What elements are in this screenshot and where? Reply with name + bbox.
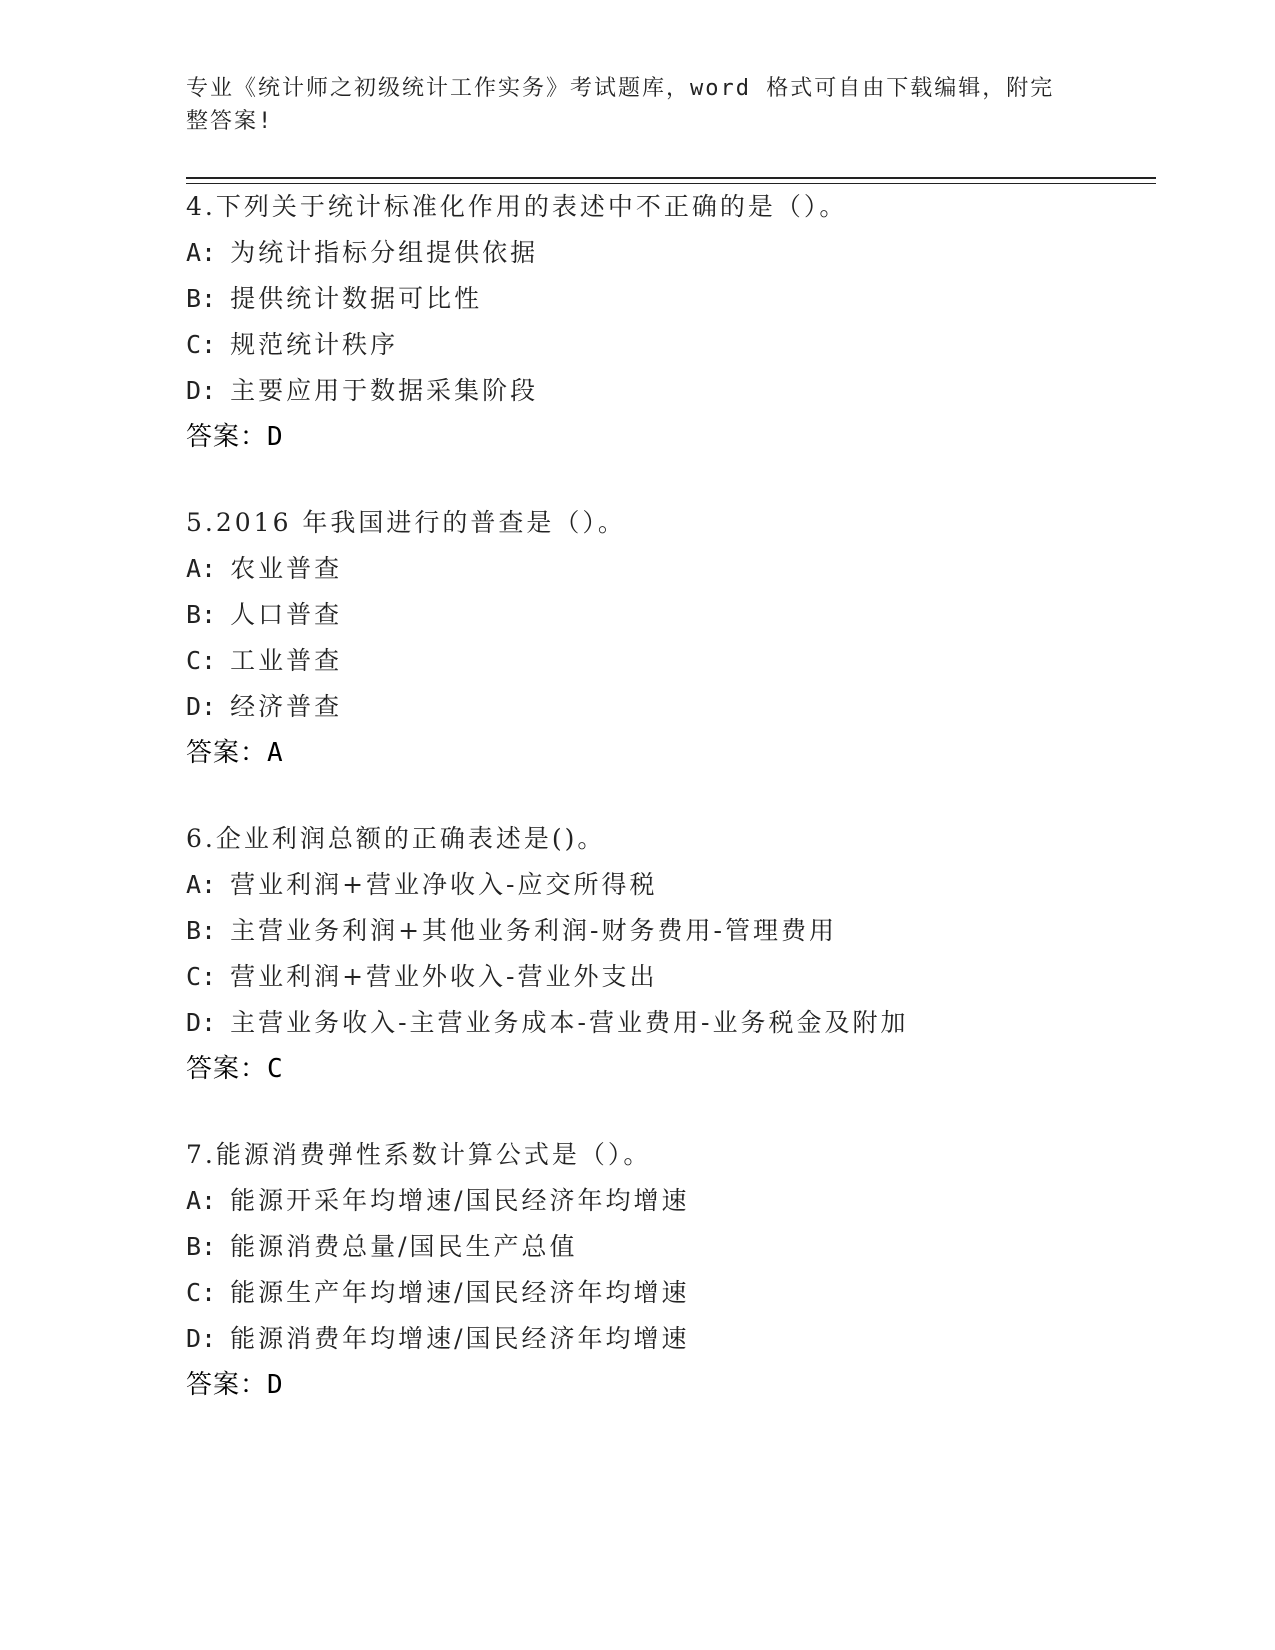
option-c [186,638,1166,684]
header-divider-thick [186,177,1156,179]
answer-value: D [267,1370,284,1400]
answer-value: D [267,422,284,452]
question-stem: 6.企业利润总额的正确表述是()。 [186,824,606,853]
option-label: C: [186,646,217,675]
answer-value: C [267,1054,284,1084]
option-label: D: [186,1008,217,1037]
option-label: B: [186,284,217,313]
option-d [186,1316,1166,1362]
option-label: B: [186,1232,217,1261]
option-b [186,1224,1166,1270]
answer-line [186,1046,1166,1092]
option-text: 规范统计秩序 [230,330,399,359]
question-block [186,1132,1166,1408]
question-block [186,184,1166,460]
option-text: 营业利润+营业外收入-营业外支出 [230,962,658,991]
option-label: C: [186,1278,217,1307]
option-label: D: [186,1324,217,1353]
option-text: 主营业务利润+其他业务利润-财务费用-管理费用 [230,916,837,945]
question-block [186,816,1166,1092]
option-label: C: [186,962,217,991]
option-text: 工业普查 [230,646,343,675]
question-block [186,500,1166,776]
question-stem: 4.下列关于统计标准化作用的表述中不正确的是（）。 [186,192,848,221]
answer-line [186,414,1166,460]
option-text: 为统计指标分组提供依据 [230,238,539,267]
option-label: A: [186,870,217,899]
option-text: 提供统计数据可比性 [230,284,483,313]
option-text: 营业利润+营业净收入-应交所得税 [230,870,658,899]
option-text: 人口普查 [230,600,343,629]
option-a [186,862,1166,908]
option-text: 主营业务收入-主营业务成本-营业费用-业务税金及附加 [230,1008,909,1037]
header-line-2: 整答案! [186,109,274,134]
answer-label: 答案： [186,1370,268,1400]
question-stem: 7.能源消费弹性系数计算公式是（）。 [186,1140,652,1169]
option-a [186,546,1166,592]
option-label: C: [186,330,217,359]
option-label: D: [186,376,217,405]
answer-line [186,1362,1166,1408]
option-b [186,908,1166,954]
answer-label: 答案： [186,1054,268,1084]
option-d [186,368,1166,414]
option-text: 主要应用于数据采集阶段 [230,376,539,405]
option-c [186,954,1166,1000]
option-text: 能源消费总量/国民生产总值 [230,1232,578,1261]
option-label: D: [186,692,217,721]
option-d [186,684,1166,730]
answer-line [186,730,1166,776]
question-stem: 5.2016 年我国进行的普查是（）。 [186,508,626,537]
option-text: 经济普查 [230,692,343,721]
option-c [186,322,1166,368]
option-label: B: [186,600,217,629]
answer-label: 答案： [186,738,268,768]
option-text: 农业普查 [230,554,343,583]
option-label: A: [186,238,217,267]
option-label: A: [186,1186,217,1215]
option-label: B: [186,916,217,945]
option-c [186,1270,1166,1316]
option-b [186,276,1166,322]
answer-label: 答案： [186,422,268,452]
option-d [186,1000,1166,1046]
option-label: A: [186,554,217,583]
option-text: 能源开采年均增速/国民经济年均增速 [230,1186,690,1215]
option-b [186,592,1166,638]
option-text: 能源生产年均增速/国民经济年均增速 [230,1278,690,1307]
header-line-1: 专业《统计师之初级统计工作实务》考试题库，word 格式可自由下载编辑，附完 [186,76,1055,101]
answer-value: A [267,738,284,768]
option-a [186,230,1166,276]
option-a [186,1178,1166,1224]
document-header [186,72,1066,138]
option-text: 能源消费年均增速/国民经济年均增速 [230,1324,690,1353]
